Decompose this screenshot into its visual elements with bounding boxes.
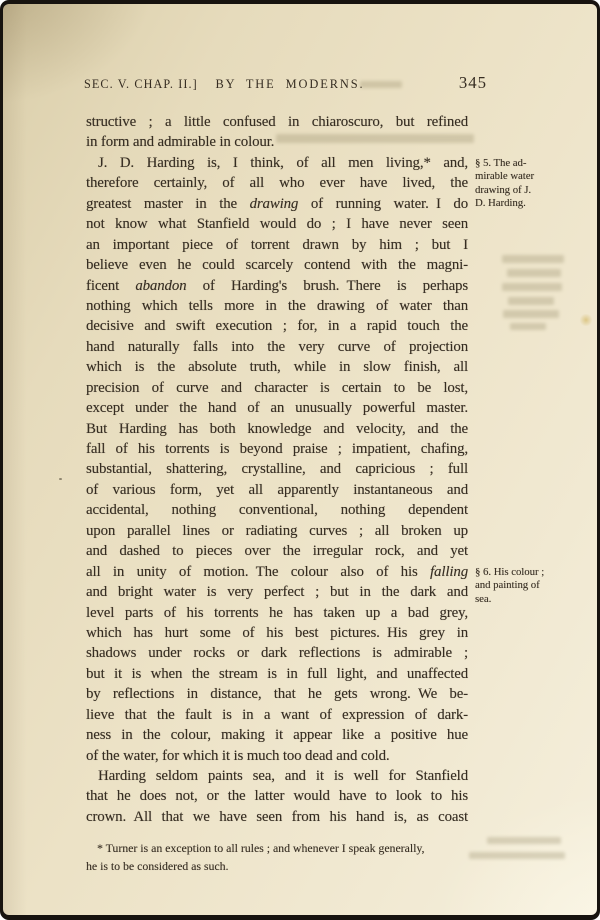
margin-note-line: § 5. The ad- xyxy=(475,156,527,169)
body-text-line: upon parallel lines or radiating curves ; all broken up xyxy=(86,522,468,539)
margin-note-line: and painting of xyxy=(475,579,540,592)
show-through-mark xyxy=(508,297,554,305)
text-block xyxy=(86,114,545,829)
body-text-line: believe even he could scarcely contend with the magni- xyxy=(86,257,468,274)
body-text-line: accidental, nothing conventional, nothing dependent xyxy=(86,502,468,519)
body-text-line: precision of curve and character is certain to be lost, xyxy=(86,379,468,396)
show-through-mark xyxy=(469,852,565,859)
body-text-line: ness in the colour, making it appear like a positive hue xyxy=(86,727,468,744)
section-chapter-label: SEC. V. CHAP. II.] xyxy=(84,77,198,91)
body-text-line: not know what Stanfield would do ; I have never seen xyxy=(86,216,468,233)
show-through-mark xyxy=(360,81,402,88)
body-text-line: all in unity of motion. The colour also of his falling xyxy=(86,563,468,580)
show-through-mark xyxy=(503,310,559,318)
show-through-mark xyxy=(487,837,561,844)
body-text-line: that he does not, or the latter would have to look to his xyxy=(86,788,468,805)
body-text-line: fall of his torrents is beyond praise ; impatient, chafing, xyxy=(86,441,468,457)
margin-note-line: mirable water xyxy=(475,170,535,183)
body-text-line: but it is when the stream is in full light, and unaffected xyxy=(86,665,468,682)
show-through-mark xyxy=(502,255,564,263)
body-text-line: nothing which tells more in the drawing of water than xyxy=(86,297,468,314)
show-through-mark xyxy=(507,269,561,277)
body-text-line: and dashed to pieces over the irregular rock, and yet xyxy=(86,543,468,560)
body-text-line: greatest master in the drawing of running water. I do xyxy=(86,195,468,212)
body-text-line: J. D. Harding is, I think, of all men living,* and, xyxy=(98,154,468,171)
margin-note-section-6 xyxy=(475,566,561,606)
body-text-line: hand naturally falls into the very curve of projection xyxy=(86,338,468,355)
body-text-line: which has hurt some of his best pictures. His grey in xyxy=(86,624,468,641)
body-text xyxy=(86,114,468,829)
body-text-line: of various form, yet all apparently instantaneous and xyxy=(86,481,468,498)
body-text-line: of the water, for which it is much too dead and cold. xyxy=(86,747,390,764)
body-text-line: which is the absolute truth, while in slow finish, all xyxy=(86,359,468,376)
margin-note-section-5 xyxy=(475,157,561,211)
body-text-line: therefore certainly, of all who ever have lived, the xyxy=(86,175,468,192)
body-text-line: structive ; a little confused in chiaroscuro, but refined xyxy=(86,114,468,130)
show-through-mark xyxy=(276,134,474,143)
running-header xyxy=(3,73,597,97)
footnote-line: he is to be considered as such. xyxy=(86,858,229,873)
body-text-line: But Harding has both knowledge and velocity, and the xyxy=(86,420,468,437)
margin-note-line: § 6. His colour ; xyxy=(475,565,545,578)
body-text-line: shadows under rocks or dark reflections is admirable ; xyxy=(86,645,468,662)
margin-note-line: D. Harding. xyxy=(475,197,526,210)
body-text-line: decisive and swift execution ; for, in a rapid touch the xyxy=(86,318,468,335)
body-text-line: and bright water is very perfect ; but in the dark and xyxy=(86,584,468,601)
body-text-line: in form and admirable in colour. xyxy=(86,134,275,151)
show-through-mark xyxy=(510,323,546,330)
body-text-line: level parts of his torrents he has taken up a bad grey, xyxy=(86,604,468,621)
body-text-line: Harding seldom paints sea, and it is well for Stanfield xyxy=(98,768,468,784)
footnote xyxy=(86,840,488,876)
paper-stain xyxy=(579,314,593,326)
dust-speck xyxy=(59,478,62,480)
body-text-line: crown. All that we have seen from his hand is, as coast xyxy=(86,808,468,825)
margin-note-line: sea. xyxy=(475,592,492,605)
page-number: 345 xyxy=(458,73,487,92)
book-page xyxy=(3,4,597,915)
show-through-mark xyxy=(502,283,562,291)
margin-note-line: drawing of J. xyxy=(475,183,532,196)
footnote-line: * Turner is an exception to all rules ; and whenever I speak generally, xyxy=(97,841,425,855)
body-text-line: by reflections in distance, that he gets wrong. We be- xyxy=(86,686,468,703)
body-text-line: an important piece of torrent drawn by him ; but I xyxy=(86,236,468,253)
body-text-line: lieve that the fault is in a want of expression of dark- xyxy=(86,706,468,723)
body-text-line: substantial, shattering, crystalline, and capricious ; full xyxy=(86,461,468,478)
body-text-line: ficent abandon of Harding's brush. There is perhaps xyxy=(86,277,468,294)
body-text-line: except under the hand of an unusually powerful master. xyxy=(86,400,468,417)
running-title: BY THE MODERNS. xyxy=(215,77,365,91)
